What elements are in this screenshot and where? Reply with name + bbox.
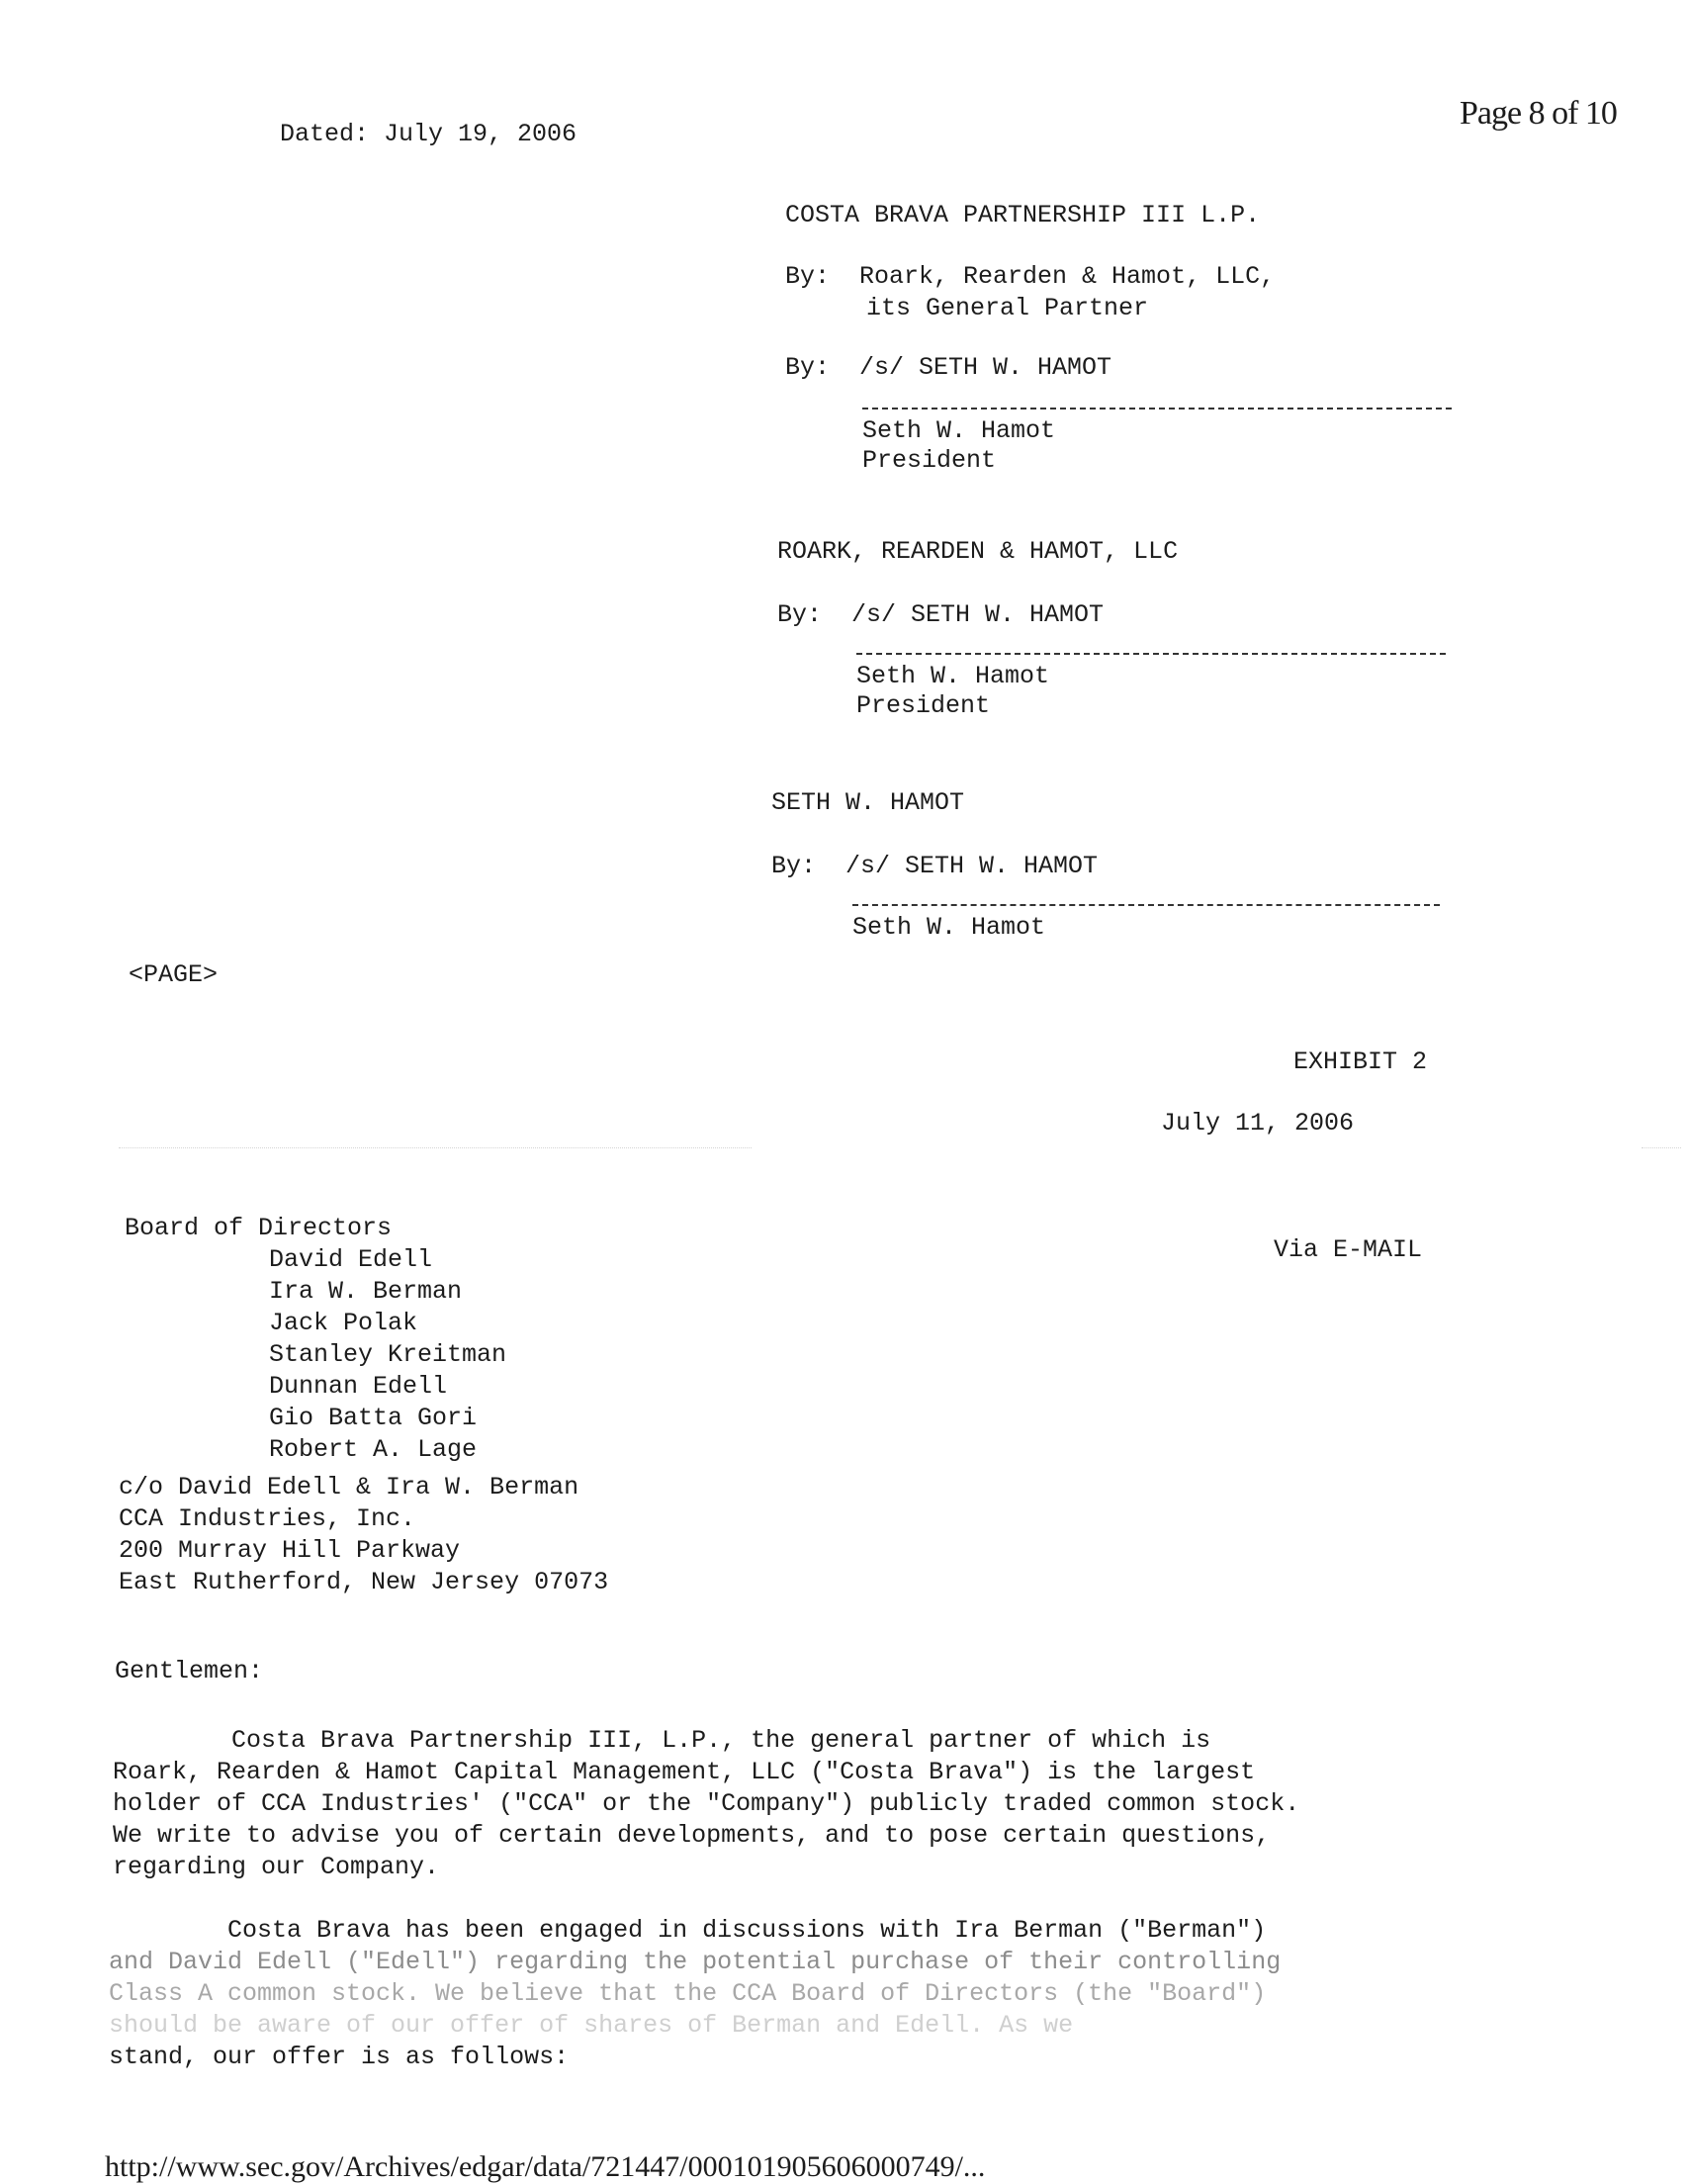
director-name: Stanley Kreitman <box>269 1340 507 1369</box>
signatory-entity-3: SETH W. HAMOT <box>771 788 965 817</box>
footer-url: http://www.sec.gov/Archives/edgar/data/721447/000101905606000749/... <box>105 2150 986 2183</box>
paragraph-line-faded: and David Edell ("Edell") regarding the potential purchase of their controlling <box>109 1948 1282 1976</box>
salutation: Gentlemen: <box>115 1657 264 1685</box>
signatory-name-3: Seth W. Hamot <box>852 913 1046 942</box>
address-line: CCA Industries, Inc. <box>119 1504 416 1533</box>
dated-line: Dated: July 19, 2006 <box>280 120 577 148</box>
address-line: c/o David Edell & Ira W. Berman <box>119 1473 579 1502</box>
signatory-partner-role-1: its General Partner <box>866 294 1149 322</box>
delivery-method: Via E-MAIL <box>1274 1235 1423 1264</box>
address-line: 200 Murray Hill Parkway <box>119 1536 461 1565</box>
signatory-by-sig-1: By: /s/ SETH W. HAMOT <box>785 353 1112 382</box>
signatory-entity-2: ROARK, REARDEN & HAMOT, LLC <box>777 537 1179 566</box>
scan-noise-line <box>1642 1147 1681 1148</box>
paragraph-2 <box>109 1915 1281 2073</box>
signatory-entity-1: COSTA BRAVA PARTNERSHIP III L.P. <box>785 201 1261 229</box>
paragraph-line-faded: Class A common stock. We believe that the CCA Board of Directors (the "Board") <box>109 1979 1267 2008</box>
signatory-title-2: President <box>856 691 991 720</box>
paragraph-line: regarding our Company. <box>113 1853 440 1881</box>
director-name: David Edell <box>269 1245 433 1274</box>
director-list <box>269 1244 506 1466</box>
page-tag: <PAGE> <box>129 960 219 989</box>
director-name: Robert A. Lage <box>269 1435 478 1464</box>
signatory-by-sig-3: By: /s/ SETH W. HAMOT <box>771 852 1099 880</box>
paragraph-1 <box>113 1725 1299 1883</box>
paragraph-line: We write to advise you of certain developments, and to pose certain questions, <box>113 1821 1271 1850</box>
exhibit-label: EXHIBIT 2 <box>1293 1047 1428 1076</box>
letter-date: July 11, 2006 <box>1161 1109 1355 1138</box>
director-name: Gio Batta Gori <box>269 1404 478 1432</box>
signatory-by-partner-1: By: Roark, Rearden & Hamot, LLC, <box>785 262 1276 291</box>
signature-line-3 <box>852 904 1440 906</box>
director-name: Ira W. Berman <box>269 1277 463 1306</box>
signatory-name-1: Seth W. Hamot <box>862 416 1056 445</box>
director-name: Jack Polak <box>269 1309 418 1337</box>
paragraph-line: stand, our offer is as follows: <box>109 2043 570 2071</box>
paragraph-line: Costa Brava Partnership III, L.P., the general partner of which is <box>113 1726 1211 1755</box>
paragraph-line-faded: should be aware of our offer of shares of Berman and Edell. As we <box>109 2011 1074 2040</box>
paragraph-line: Costa Brava has been engaged in discussions with Ira Berman ("Berman") <box>109 1916 1267 1945</box>
addressee-heading: Board of Directors <box>125 1214 393 1242</box>
signatory-by-sig-2: By: /s/ SETH W. HAMOT <box>777 600 1105 629</box>
signatory-title-1: President <box>862 446 997 475</box>
mailing-address <box>119 1472 608 1598</box>
director-name: Dunnan Edell <box>269 1372 448 1401</box>
address-line: East Rutherford, New Jersey 07073 <box>119 1568 609 1596</box>
paragraph-line: holder of CCA Industries' ("CCA" or the "Company") publicly traded common stock. <box>113 1789 1300 1818</box>
scan-noise-line <box>119 1147 752 1148</box>
signature-line-1 <box>862 408 1452 410</box>
paragraph-line: Roark, Rearden & Hamot Capital Management, LLC ("Costa Brava") is the largest <box>113 1758 1256 1786</box>
page-number: Page 8 of 10 <box>1460 95 1617 132</box>
signatory-name-2: Seth W. Hamot <box>856 662 1050 690</box>
signature-line-2 <box>856 653 1446 655</box>
